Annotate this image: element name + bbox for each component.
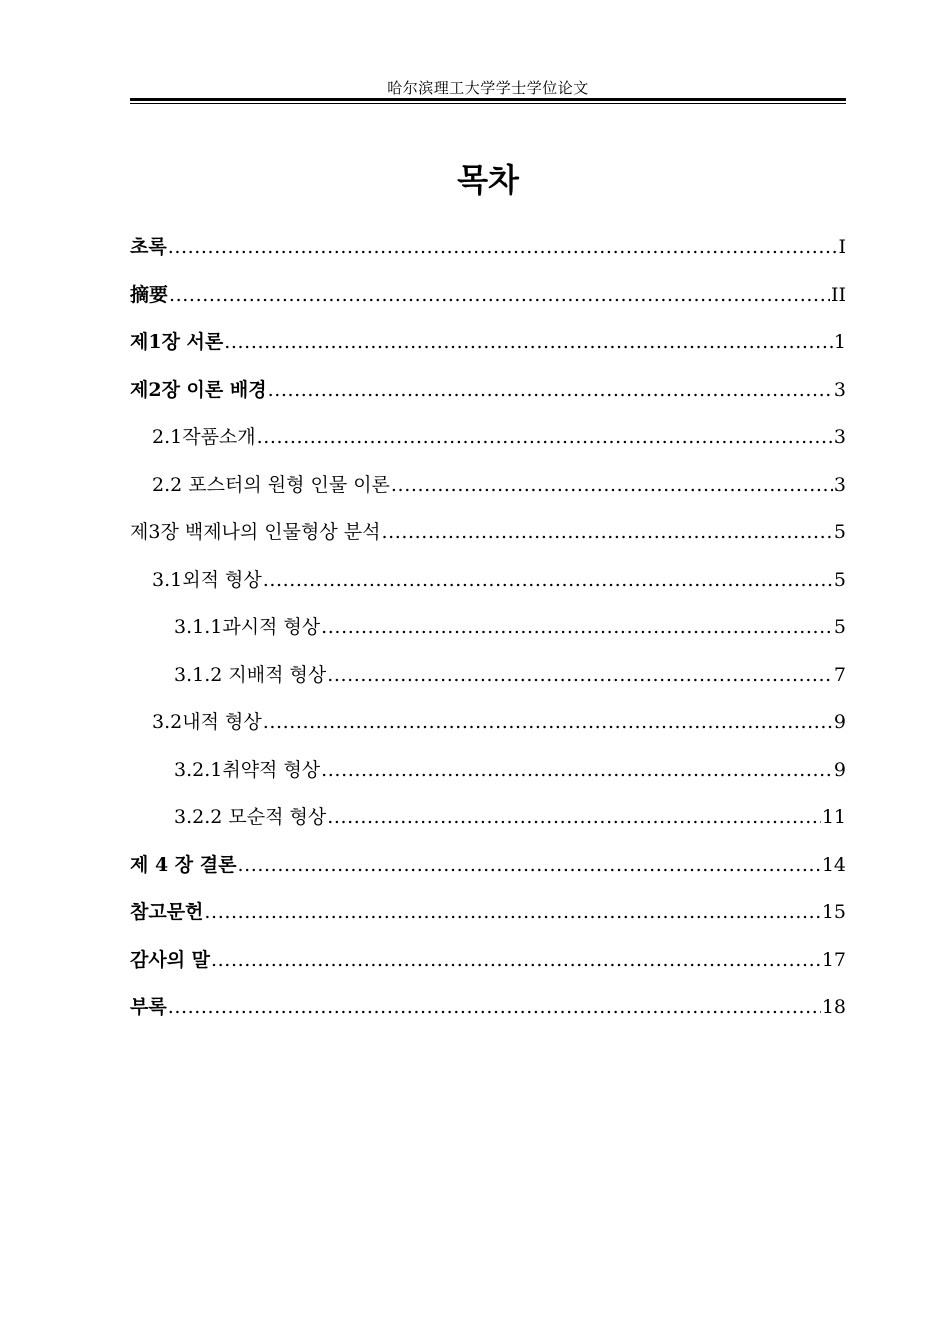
- toc-page-number: 15: [821, 901, 846, 923]
- toc-entry-label: 초록: [130, 236, 167, 258]
- toc-entry-section-3-2[interactable]: [130, 699, 846, 747]
- toc-entry-label: 3.2.2 모순적 형상: [174, 806, 327, 828]
- toc-dot-leader: [211, 937, 821, 985]
- toc-entry-section-2-1[interactable]: [130, 414, 846, 462]
- toc-dot-leader: [263, 699, 833, 747]
- toc-entry-label: 제2장 이론 배경: [130, 378, 267, 401]
- toc-page-number: 18: [821, 996, 846, 1018]
- toc-entry-label: 참고문헌: [130, 901, 204, 923]
- toc-entry-label: 3.1.2 지배적 형상: [174, 663, 327, 686]
- toc-title: 목차: [457, 161, 519, 199]
- toc-page-number: II: [830, 283, 846, 306]
- toc-page-number: 9: [833, 711, 846, 733]
- toc-dot-leader: [237, 842, 820, 890]
- toc-dot-leader: [168, 224, 838, 272]
- toc-dot-leader: [391, 462, 833, 510]
- toc-entry-label: 3.2내적 형상: [152, 711, 262, 733]
- toc-entry-references[interactable]: [130, 889, 846, 937]
- toc-dot-leader: [168, 984, 821, 1032]
- toc-entry-section-3-2-2[interactable]: [130, 794, 846, 842]
- toc-entry-section-3-2-1[interactable]: [130, 747, 846, 795]
- toc-page-number: 14: [821, 853, 846, 876]
- toc-dot-leader: [257, 414, 833, 462]
- toc-entry-label: 2.1작품소개: [152, 426, 256, 448]
- toc-page-number: 7: [833, 663, 846, 686]
- toc-page-number: 9: [833, 758, 846, 781]
- toc-dot-leader: [204, 889, 820, 937]
- toc-dot-leader: [224, 319, 833, 367]
- toc-list: [130, 224, 846, 1032]
- toc-dot-leader: [263, 557, 833, 605]
- toc-dot-leader: [327, 652, 833, 700]
- header-rule-thin: [130, 103, 846, 104]
- toc-entry-section-2-2[interactable]: [130, 462, 846, 510]
- toc-entry-label: 제 4 장 결론: [130, 853, 237, 876]
- toc-entry-label: 摘要: [130, 283, 169, 306]
- header-rule-thick: [130, 98, 846, 101]
- toc-entry-abstract-zh[interactable]: [130, 272, 846, 320]
- toc-entry-section-3-1[interactable]: [130, 557, 846, 605]
- toc-entry-label: 감사의 말: [130, 948, 211, 971]
- toc-page-number: 5: [833, 521, 846, 543]
- toc-entry-label: 3.2.1취약적 형상: [174, 758, 321, 781]
- toc-dot-leader: [381, 509, 832, 557]
- toc-entry-acknowledgements[interactable]: [130, 937, 846, 985]
- toc-entry-abstract-ko[interactable]: [130, 224, 846, 272]
- running-header: 哈尔滨理工大学学士学位论文: [387, 79, 589, 97]
- toc-page-number: 3: [833, 426, 846, 448]
- toc-entry-label: 제3장 백제나의 인물형상 분석: [130, 521, 381, 543]
- toc-entry-section-3-1-2[interactable]: [130, 652, 846, 700]
- toc-page-number: 5: [833, 616, 846, 638]
- toc-page-number: 11: [821, 806, 846, 828]
- toc-entry-appendix[interactable]: [130, 984, 846, 1032]
- toc-page-number: 3: [833, 473, 846, 496]
- toc-entry-chapter-1[interactable]: [130, 319, 846, 367]
- toc-entry-label: 부록: [130, 996, 167, 1018]
- toc-page-number: 17: [821, 948, 846, 971]
- toc-page-number: I: [838, 236, 846, 258]
- toc-dot-leader: [327, 794, 821, 842]
- toc-dot-leader: [169, 272, 830, 320]
- toc-entry-label: 제1장 서론: [130, 331, 224, 353]
- toc-dot-leader: [321, 747, 833, 795]
- toc-page-number: 5: [833, 568, 846, 591]
- toc-entry-chapter-3[interactable]: [130, 509, 846, 557]
- toc-dot-leader: [268, 367, 833, 415]
- toc-dot-leader: [321, 604, 833, 652]
- toc-entry-section-3-1-1[interactable]: [130, 604, 846, 652]
- toc-entry-label: 3.1외적 형상: [152, 568, 262, 591]
- toc-entry-label: 2.2 포스터의 원형 인물 이론: [152, 473, 390, 496]
- toc-page-number: 1: [833, 331, 846, 353]
- toc-entry-chapter-2[interactable]: [130, 367, 846, 415]
- toc-entry-chapter-4[interactable]: [130, 842, 846, 890]
- toc-page-number: 3: [833, 378, 846, 401]
- toc-entry-label: 3.1.1과시적 형상: [174, 616, 321, 638]
